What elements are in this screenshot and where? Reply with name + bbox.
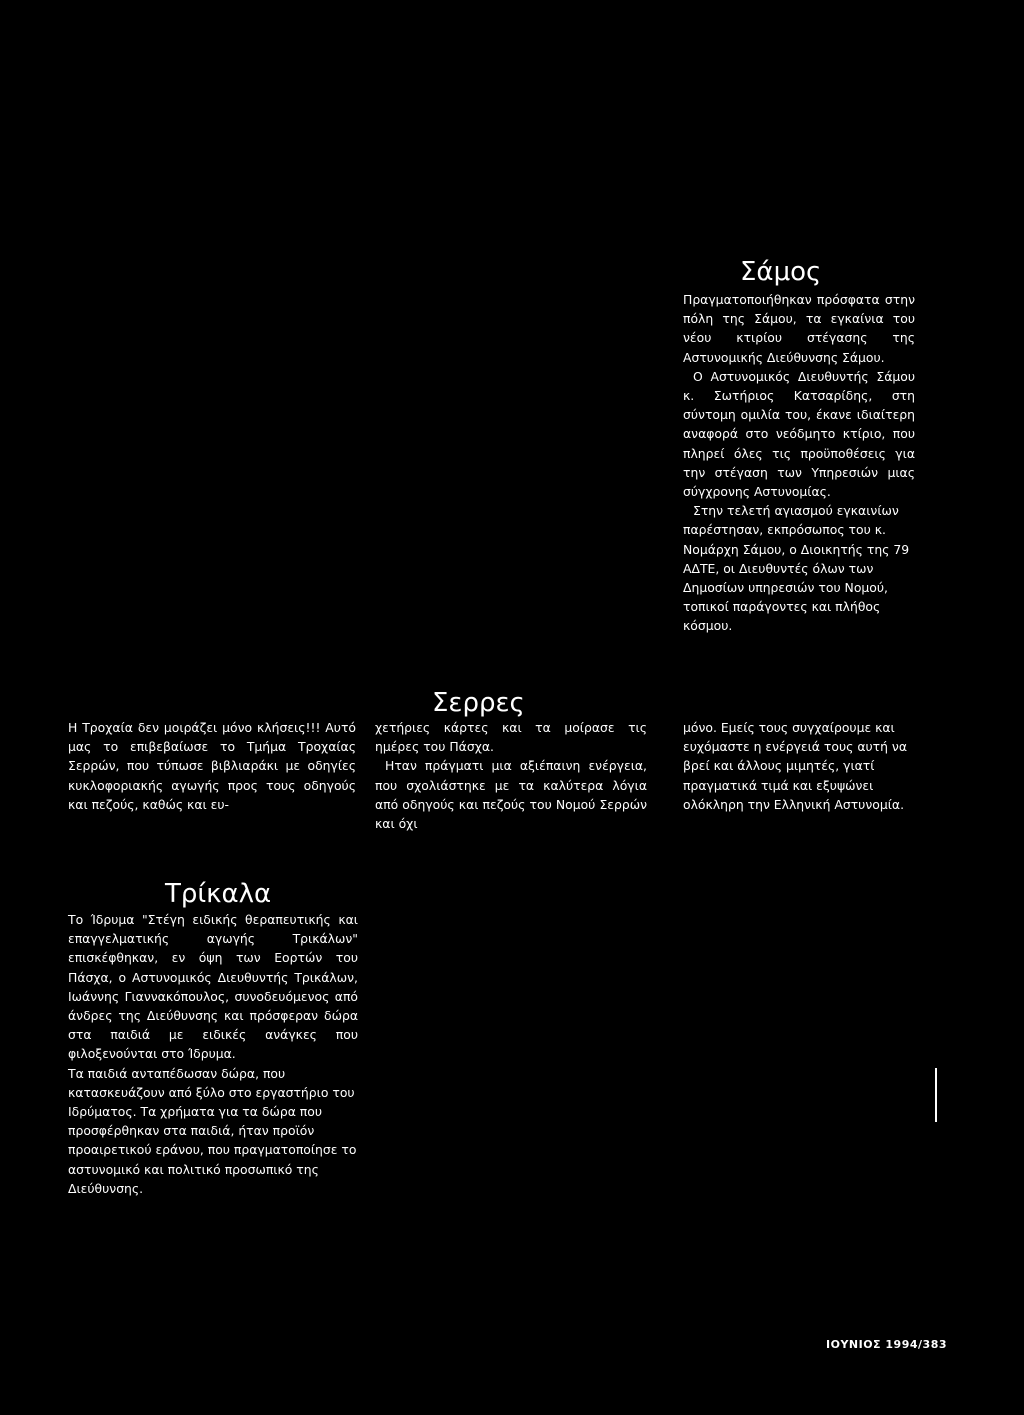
trikala-paragraph-1: Το Ίδρυμα "Στέγη ειδικής θεραπευτικής και επαγγελματικής αγωγής Τρικάλων" επισκέφθηκαν, εν όψη των Εορτών του Πάσχα, ο Αστυνομικός Διευθυντής Τρικάλων, Ιωάννης Γιαννακόπουλος, συνοδευόμενος από άνδρες της Διεύθυνσης και πρόσφεραν δώρα στα παιδιά με ειδικές ανάγκες που φιλοξενούνται στο Ίδρυμα. [68, 912, 358, 1062]
serres-col2-p1: χετήριες κάρτες και τα μοίρασε τις ημέρες του Πάσχα. [375, 720, 647, 755]
serres-column-2 [375, 718, 647, 833]
samos-paragraph-2: Ο Αστυνομικός Διευθυντής Σάμου κ. Σωτήριος Κατσαρίδης, στη σύντομη ομιλία του, έκανε ιδιαίτερη αναφορά στο νεόδμητο κτίριο, που πληρεί όλες τις προϋποθέσεις για την στέγαση των Υπηρεσιών μιας σύγχρονης Αστυνομίας. [683, 368, 915, 500]
serres-col1-text: Η Τροχαία δεν μοιράζει μόνο κλήσεις!!! Αυτό μας το επιβεβαίωσε το Τμήμα Τροχαίας Σερρών, που τύπωσε βιβλιαράκι με οδηγίες κυκλοφοριακής αγωγής προς τους οδηγούς και πεζούς, καθώς και ευ- [68, 720, 356, 812]
samos-paragraph-1: Πραγματοποιήθηκαν πρόσφατα στην πόλη της Σάμου, τα εγκαίνια του νέου κτιρίου στέγασης της Αστυνομικής Διεύθυνσης Σάμου. [683, 292, 915, 365]
trikala-heading: Τρίκαλα [165, 879, 272, 909]
samos-article [683, 290, 915, 636]
serres-col2-p2: Ηταν πράγματι μια αξιέπαινη ενέργεια, που σχολιάστηκε με τα καλύτερα λόγια από οδηγούς και πεζούς του Νομού Σερρών και όχι [375, 758, 647, 832]
serres-heading: Σερρες [432, 688, 525, 718]
serres-column-3 [683, 718, 915, 814]
page-footer: ΙΟΥΝΙΟΣ 1994/383 [826, 1338, 947, 1351]
vertical-rule [935, 1068, 937, 1122]
trikala-paragraph-2: Τα παιδιά ανταπέδωσαν δώρα, που κατασκευάζουν από ξύλο στο εργαστήριο του Ιδρύματος. Τα χρήματα για τα δώρα που προσφέρθηκαν στα παιδιά, ήταν προϊόν προαιρετικού εράνου, που πραγματοποίησε το αστυνομικό και πολιτικό προσωπικό της Διεύθυνσης. [68, 1065, 357, 1196]
serres-column-1 [68, 718, 356, 814]
trikala-article [68, 910, 358, 1198]
samos-heading: Σάμος [740, 257, 822, 287]
samos-paragraph-3: Στην τελετή αγιασμού εγκαινίων παρέστησαν, εκπρόσωπος του κ. Νομάρχη Σάμου, ο Διοικητής της 79 ΑΔΤΕ, οι Διευθυντές όλων των Δημοσίων υπηρεσιών του Νομού, τοπικοί παράγοντες και πλήθος κόσμου. [683, 503, 910, 634]
serres-col3-text: μόνο. Εμείς τους συγχαίρουμε και ευχόμαστε η ενέργειά τους αυτή να βρεί και άλλους μιμητές, γιατί πραγματικά τιμά και εξυψώνει ολόκληρη την Ελληνική Αστυνομία. [683, 720, 908, 812]
